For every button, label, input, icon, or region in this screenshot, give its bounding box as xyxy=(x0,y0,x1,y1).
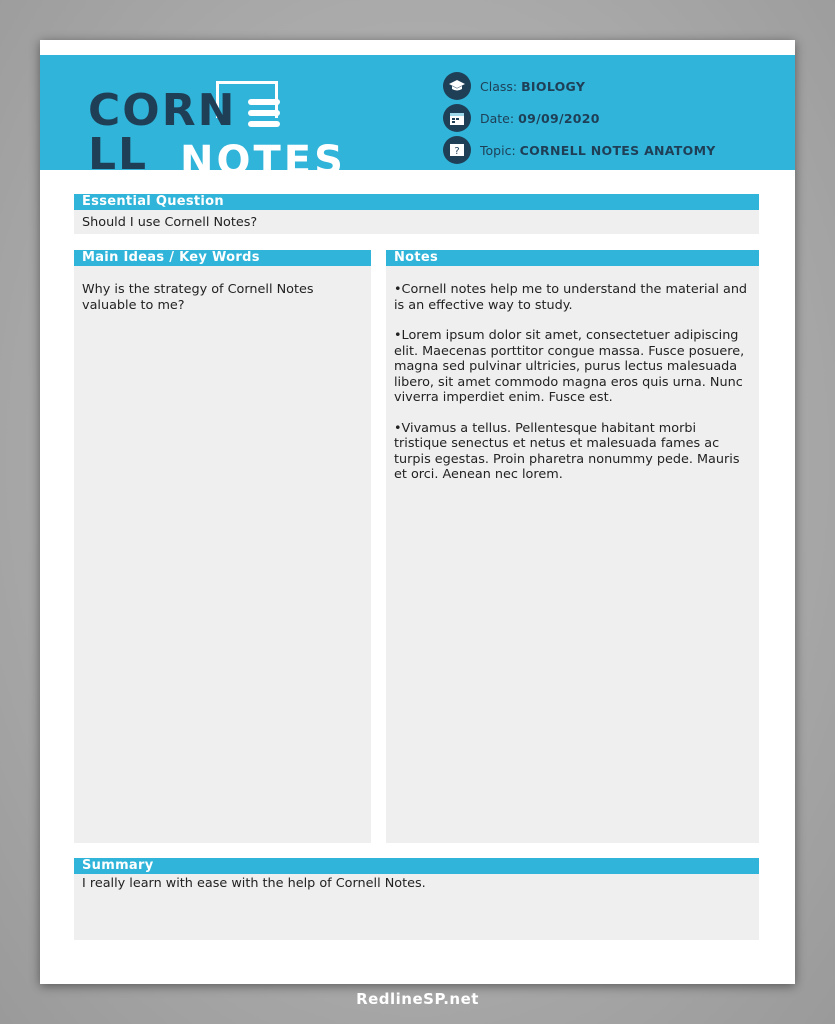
svg-text:?: ? xyxy=(454,146,460,157)
topic-row xyxy=(443,134,716,166)
cornell-notes-logo xyxy=(88,75,346,184)
summary-box xyxy=(74,874,759,940)
main-ideas-text: Why is the strategy of Cornell Notes valuable to me? xyxy=(82,282,314,313)
header-meta xyxy=(443,70,716,166)
date-row xyxy=(443,102,716,134)
notes-title: Notes xyxy=(386,250,759,266)
topic-label: Topic: xyxy=(480,142,516,158)
notes-paragraph: •Vivamus a tellus. Pellentesque habitant morbi tristique senectus et netus et malesuada fames ac turpis egestas. Proin pharetra nonummy pede. Mauris et orci. Aenean nec lorem. xyxy=(394,420,740,482)
graduation-cap-icon xyxy=(443,72,471,100)
class-label: Class: xyxy=(480,78,518,94)
notes-box xyxy=(386,266,759,843)
logo-cornell-end: LL xyxy=(88,129,149,180)
date-label: Date: xyxy=(480,110,515,126)
notes-paragraph: •Lorem ipsum dolor sit amet, consectetuer adipiscing elit. Maecenas porttitor congue massa. Fusce posuere, magna sed pulvinar ultricies, purus lectus malesuada libero, sit amet commodo magna eros quis urna. Nunc viverra imperdiet enim. Fusce est. xyxy=(394,328,745,405)
summary-text: I really learn with ease with the help of Cornell Notes. xyxy=(82,876,426,891)
essential-question-box xyxy=(74,210,759,234)
logo-word-notes: NOTES xyxy=(180,138,346,184)
notes-paragraph: •Cornell notes help me to understand the material and is an effective way to study. xyxy=(394,282,748,313)
topic-value: CORNELL NOTES ANATOMY xyxy=(519,142,716,158)
essential-question-title: Essential Question xyxy=(74,194,759,210)
class-row xyxy=(443,70,716,102)
document-page xyxy=(40,40,795,984)
essential-question-text: Should I use Cornell Notes? xyxy=(82,215,258,230)
main-ideas-title: Main Ideas / Key Words xyxy=(74,250,371,266)
watermark: RedlineSP.net xyxy=(356,990,479,1008)
date-value: 09/09/2020 xyxy=(518,110,600,126)
main-ideas-box xyxy=(74,266,371,843)
header-banner xyxy=(40,55,795,184)
logo-e-bars xyxy=(238,89,290,129)
calendar-icon xyxy=(443,104,471,132)
question-card-icon xyxy=(443,136,471,164)
summary-title: Summary xyxy=(74,858,759,874)
logo-cornell-start: CORN xyxy=(88,85,237,136)
class-value: BIOLOGY xyxy=(521,78,586,94)
